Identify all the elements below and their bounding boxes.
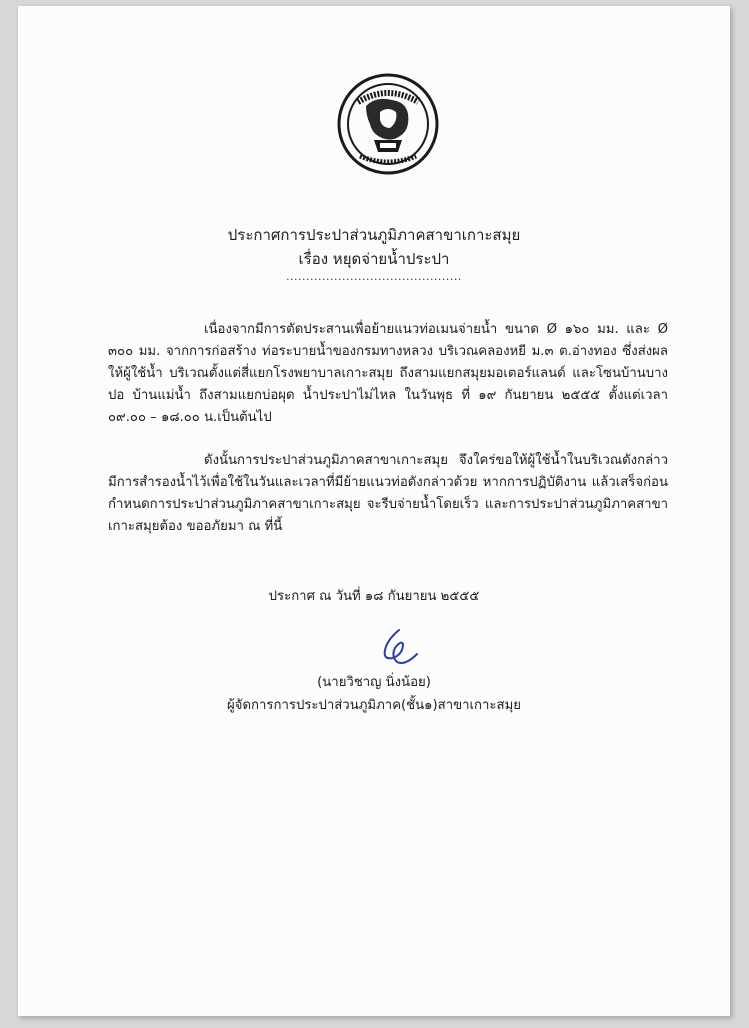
signer-position: ผู้จัดการการประปาส่วนภูมิภาค(ชั้น๑)สาขาเกาะสมุย xyxy=(226,698,521,713)
pwa-logo-icon xyxy=(336,72,440,176)
title-separator: ............................................ xyxy=(286,270,462,283)
announcement-date: ประกาศ ณ วันที่ ๑๘ กันยายน ๒๕๕๕ xyxy=(268,589,480,604)
signature-icon xyxy=(373,624,421,672)
announcement-subject: เรื่อง หยุดจ่ายน้ำประปา xyxy=(298,250,450,268)
document-page xyxy=(18,6,730,1016)
signer-name: (นายวิชาญ นิ่งน้อย) xyxy=(317,675,431,690)
body-paragraph-2: ดังนั้นการประปาส่วนภูมิภาคสาขาเกาะสมุย จึงใคร่ขอให้ผู้ใช้น้ำในบริเวณดังกล่าวมีการสำรองน้ำไว้เพื่อใช้ในวันและเวลาที่มีย้ายแนวท่อดังกล่าวด้วย หากการปฏิบัติงาน แล้วเสร็จก่อนกำหนดการประปาส่วนภูมิภาคสาขาเกาะสมุย จะรีบจ่ายน้ำโดยเร็ว และการประปาส่วนภูมิภาคสาขาเกาะสมุยต้อง ขออภัยมา ณ ที่นี้ xyxy=(108,453,668,534)
announcement-title: ประกาศการประปาส่วนภูมิภาคสาขาเกาะสมุย xyxy=(227,226,521,244)
body-paragraph-1: เนื่องจากมีการตัดประสานเพื่อย้ายแนวท่อเมนจ่ายน้ำ ขนาด Ø ๑๖๐ มม. และ Ø ๓๐๐ มม. จากการก่อสร้าง ท่อระบายน้ำของกรมทางหลวง บริเวณคลองหยี ม.๓ ต.อ่างทอง ซึ่งส่งผลให้ผู้ใช้น้ำ บริเวณตั้งแต่สี่แยกโรงพยาบาลเกาะสมุย ถึงสามแยกสมุยมอเตอร์แลนด์ และโซนบ้านบางปอ บ้านแม่น้ำ ถึงสามแยกบ่อผุด น้ำประปาไม่ไหล ในวันพุธ ที่ ๑๙ กันยายน ๒๕๕๕ ตั้งแต่เวลา ๐๙.๐๐ – ๑๘.๐๐ น.เป็นต้นไป xyxy=(108,322,668,425)
